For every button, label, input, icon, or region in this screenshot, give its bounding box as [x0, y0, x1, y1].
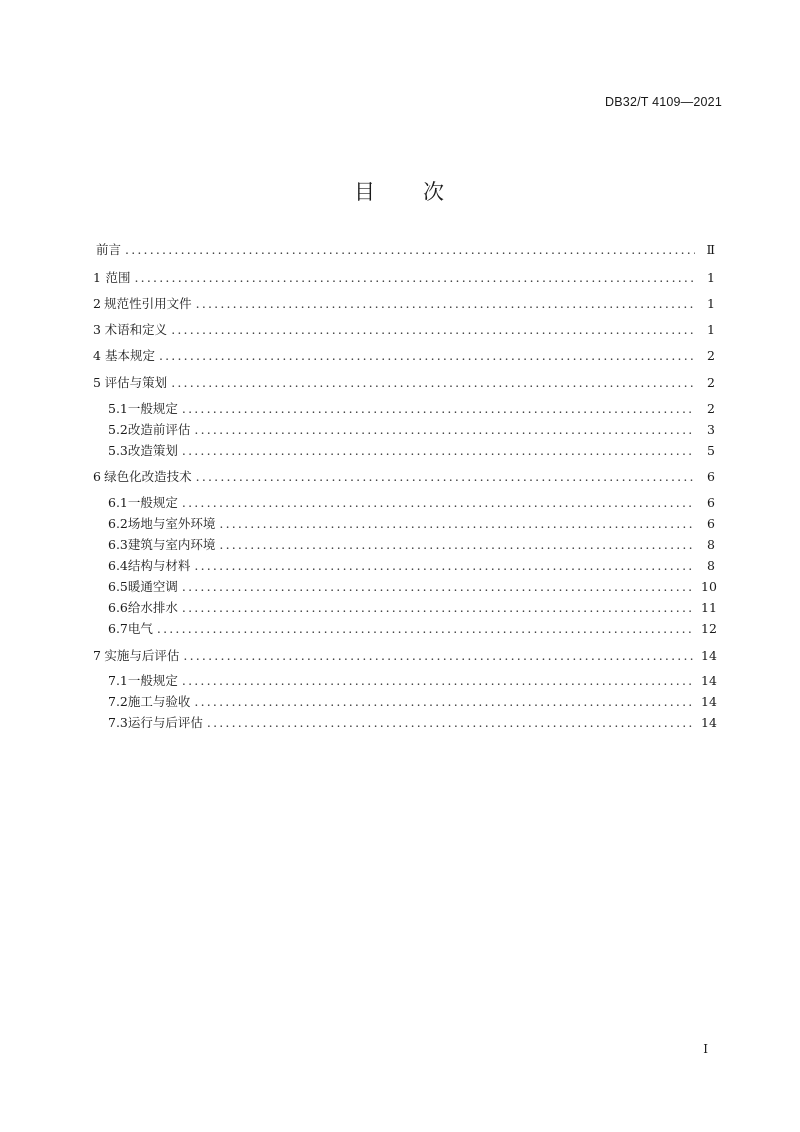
- toc-entry-title: 一般规定: [127, 495, 178, 510]
- toc-entry[interactable]: [108, 579, 715, 595]
- toc-entry-title: 场地与室外环境: [127, 516, 216, 531]
- toc-entry-number: 6.4: [108, 558, 128, 573]
- toc-entry-number: 7.2: [108, 694, 128, 709]
- toc-entry-number: 5.2: [108, 422, 128, 437]
- toc-entry-number: 6.7: [108, 621, 128, 636]
- toc-entry-title: 电气: [127, 621, 153, 636]
- toc-entry-number: 2: [93, 296, 101, 311]
- toc-entry[interactable]: [108, 495, 715, 511]
- toc-dot-leader: [196, 469, 695, 485]
- toc-entry[interactable]: [108, 401, 715, 417]
- toc-entry-number: 6.2: [108, 516, 128, 531]
- toc-entry[interactable]: [93, 648, 715, 664]
- toc-dot-leader: [135, 270, 696, 286]
- toc-entry-number: 5: [93, 375, 101, 390]
- toc-entry-page: 14: [701, 673, 717, 688]
- toc-entry-page: 1: [707, 296, 715, 311]
- document-code: DB32/T 4109—2021: [605, 95, 722, 109]
- toc-dot-leader: [194, 694, 695, 710]
- toc-dot-leader: [157, 621, 695, 637]
- toc-dot-leader: [125, 242, 695, 258]
- toc-entry[interactable]: [93, 469, 715, 485]
- toc-dot-leader: [196, 296, 695, 312]
- toc-entry-number: 7.1: [108, 673, 128, 688]
- toc-entry[interactable]: [108, 694, 715, 710]
- toc-dot-leader: [159, 348, 695, 364]
- toc-entry-title: 规范性引用文件: [104, 296, 192, 311]
- toc-entry-title: 实施与后评估: [104, 648, 180, 663]
- toc-entry-number: 6.3: [108, 537, 128, 552]
- toc-entry[interactable]: [108, 516, 715, 532]
- toc-entry-page: 1: [707, 322, 715, 337]
- toc-entry[interactable]: [93, 270, 715, 286]
- page-number: I: [703, 1042, 708, 1056]
- toc-entry-title: 建筑与室内环境: [127, 537, 216, 552]
- toc-entry-number: 6.6: [108, 600, 128, 615]
- toc-entry-number: 1: [93, 270, 101, 285]
- toc-entry-number: 7.3: [108, 715, 128, 730]
- toc-entry-title: 结构与材料: [127, 558, 191, 573]
- toc-entry-title: 改造策划: [127, 443, 178, 458]
- toc-dot-leader: [182, 495, 695, 511]
- toc-entry-number: 3: [93, 322, 101, 337]
- toc-entry-title: 施工与验收: [127, 694, 191, 709]
- toc-entry[interactable]: [93, 348, 715, 364]
- toc-entry-title: 改造前评估: [127, 422, 191, 437]
- toc-entry[interactable]: [93, 322, 715, 338]
- toc-dot-leader: [182, 401, 695, 417]
- toc-entry[interactable]: [108, 600, 715, 616]
- toc-entry[interactable]: [93, 375, 715, 391]
- toc-entry-title: 暖通空调: [127, 579, 178, 594]
- toc-entry[interactable]: [108, 621, 715, 637]
- toc-entry[interactable]: [108, 558, 715, 574]
- toc-entry[interactable]: [108, 715, 715, 731]
- toc-entry-number: 7: [93, 648, 101, 663]
- toc-entry-title: 一般规定: [127, 673, 178, 688]
- toc-entry-page: 10: [701, 579, 717, 594]
- toc-entry-number: 6.1: [108, 495, 128, 510]
- toc-entry-number: 4: [93, 348, 101, 363]
- toc-entry-page: 8: [707, 537, 715, 552]
- toc-dot-leader: [183, 648, 695, 664]
- toc-entry-title: 绿色化改造技术: [104, 469, 192, 484]
- toc-entry-title: 术语和定义: [104, 322, 168, 337]
- toc-entry-title: 范围: [105, 270, 131, 285]
- toc-entry-page: 2: [707, 348, 715, 363]
- toc-dot-leader: [182, 600, 695, 616]
- toc-dot-leader: [207, 715, 695, 731]
- toc-entry-page: 2: [707, 375, 715, 390]
- toc-entry-page: 12: [701, 621, 717, 636]
- toc-entry-page: 8: [707, 558, 715, 573]
- toc-entry-number: 6: [93, 469, 101, 484]
- toc-entry-page: 14: [701, 694, 717, 709]
- toc-dot-leader: [182, 579, 695, 595]
- toc-entry-page: 14: [701, 715, 717, 730]
- toc-entry-title: 给水排水: [127, 600, 178, 615]
- toc-entry-page: Ⅱ: [706, 242, 715, 257]
- toc-entry-page: 6: [707, 516, 715, 531]
- toc-entry[interactable]: [108, 422, 715, 438]
- toc-entry[interactable]: [108, 673, 715, 689]
- toc-entry-page: 6: [707, 469, 715, 484]
- toc-entry-number: 5.3: [108, 443, 128, 458]
- toc-entry-page: 14: [701, 648, 717, 663]
- toc-dot-leader: [182, 673, 695, 689]
- toc-dot-leader: [194, 558, 695, 574]
- toc-entry-title: 前言: [96, 242, 122, 257]
- toc-entry-title: 评估与策划: [104, 375, 168, 390]
- toc-entry[interactable]: [96, 242, 715, 258]
- toc-entry-number: 5.1: [108, 401, 128, 416]
- toc-entry-page: 2: [707, 401, 715, 416]
- toc-entry[interactable]: [108, 537, 715, 553]
- toc-dot-leader: [171, 322, 695, 338]
- toc-entry[interactable]: [108, 443, 715, 459]
- toc-entry-number: 6.5: [108, 579, 128, 594]
- toc-dot-leader: [219, 537, 695, 553]
- toc-entry-page: 1: [707, 270, 715, 285]
- toc-entry-page: 11: [701, 600, 717, 615]
- toc-entry-page: 6: [707, 495, 715, 510]
- toc-entry-title: 基本规定: [104, 348, 155, 363]
- toc-entry-title: 一般规定: [127, 401, 178, 416]
- toc-dot-leader: [219, 516, 695, 532]
- toc-entry-title: 运行与后评估: [127, 715, 203, 730]
- toc-entry[interactable]: [93, 296, 715, 312]
- toc-dot-leader: [194, 422, 695, 438]
- toc-dot-leader: [182, 443, 695, 459]
- page-title: 目 次: [354, 180, 446, 204]
- toc-entry-page: 5: [707, 443, 715, 458]
- toc-entry-page: 3: [707, 422, 715, 437]
- toc-dot-leader: [171, 375, 695, 391]
